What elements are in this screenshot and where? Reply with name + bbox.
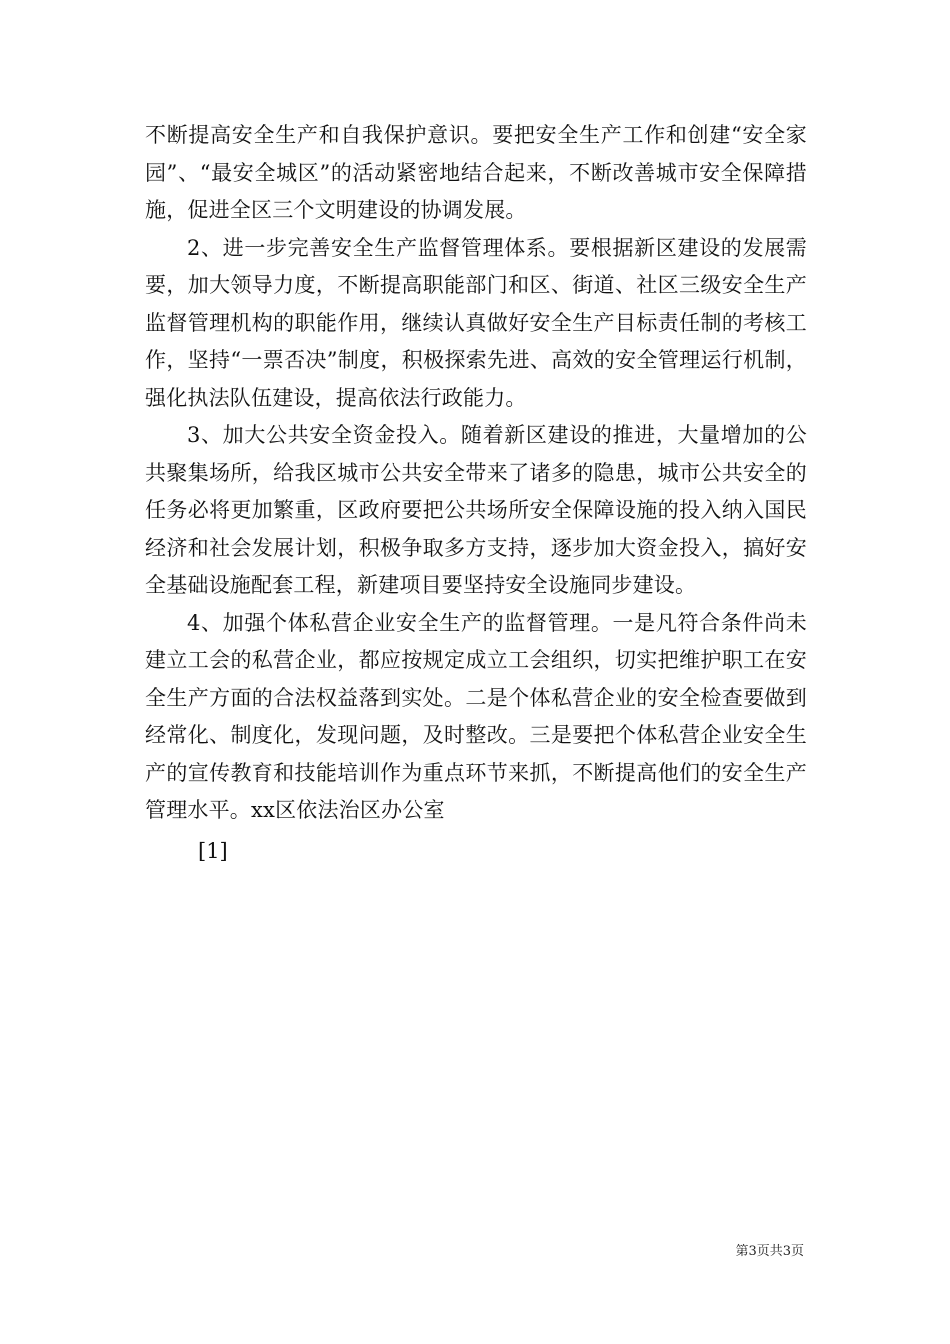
page-number-footer: 第3页共3页 (735, 1244, 804, 1259)
paragraph-item-2: 2、进一步完善安全生产监督管理体系。要根据新区建设的发展需要，加大领导力度，不断提高职能部门和区、街道、社区三级安全生产监督管理机构的职能作用，继续认真做好安全生产目标责任制的考核工作，坚持“一票否决”制度，积极探索先进、高效的安全管理运行机制，强化执法队伍建设，提高依法行政能力。 (145, 235, 807, 410)
paragraph-item-4: 4、加强个体私营企业安全生产的监督管理。一是凡符合条件尚未建立工会的私营企业，都应按规定成立工会组织，切实把维护职工在安全生产方面的合法权益落到实处。二是个体私营企业的安全检查要做到经常化、制度化，发现问题，及时整改。三是要把个体私营企业安全生产的宣传教育和技能培训作为重点环节来抓，不断提高他们的安全生产管理水平。xx区依法治区办公室 (145, 610, 807, 822)
reference-mark: [1] (198, 839, 228, 863)
paragraph-item-3: 3、加大公共安全资金投入。随着新区建设的推进，大量增加的公共聚集场所，给我区城市公共安全带来了诸多的隐患，城市公共安全的任务必将更加繁重，区政府要把公共场所安全保障设施的投入纳入国民经济和社会发展计划，积极争取多方支持，逐步加大资金投入，搞好安全基础设施配套工程，新建项目要坚持安全设施同步建设。 (145, 423, 807, 597)
document-body (145, 117, 807, 830)
paragraph-continuation: 不断提高安全生产和自我保护意识。要把安全生产工作和创建“安全家园”、“最安全城区”的活动紧密地结合起来，不断改善城市安全保障措施，促进全区三个文明建设的协调发展。 (145, 123, 807, 222)
